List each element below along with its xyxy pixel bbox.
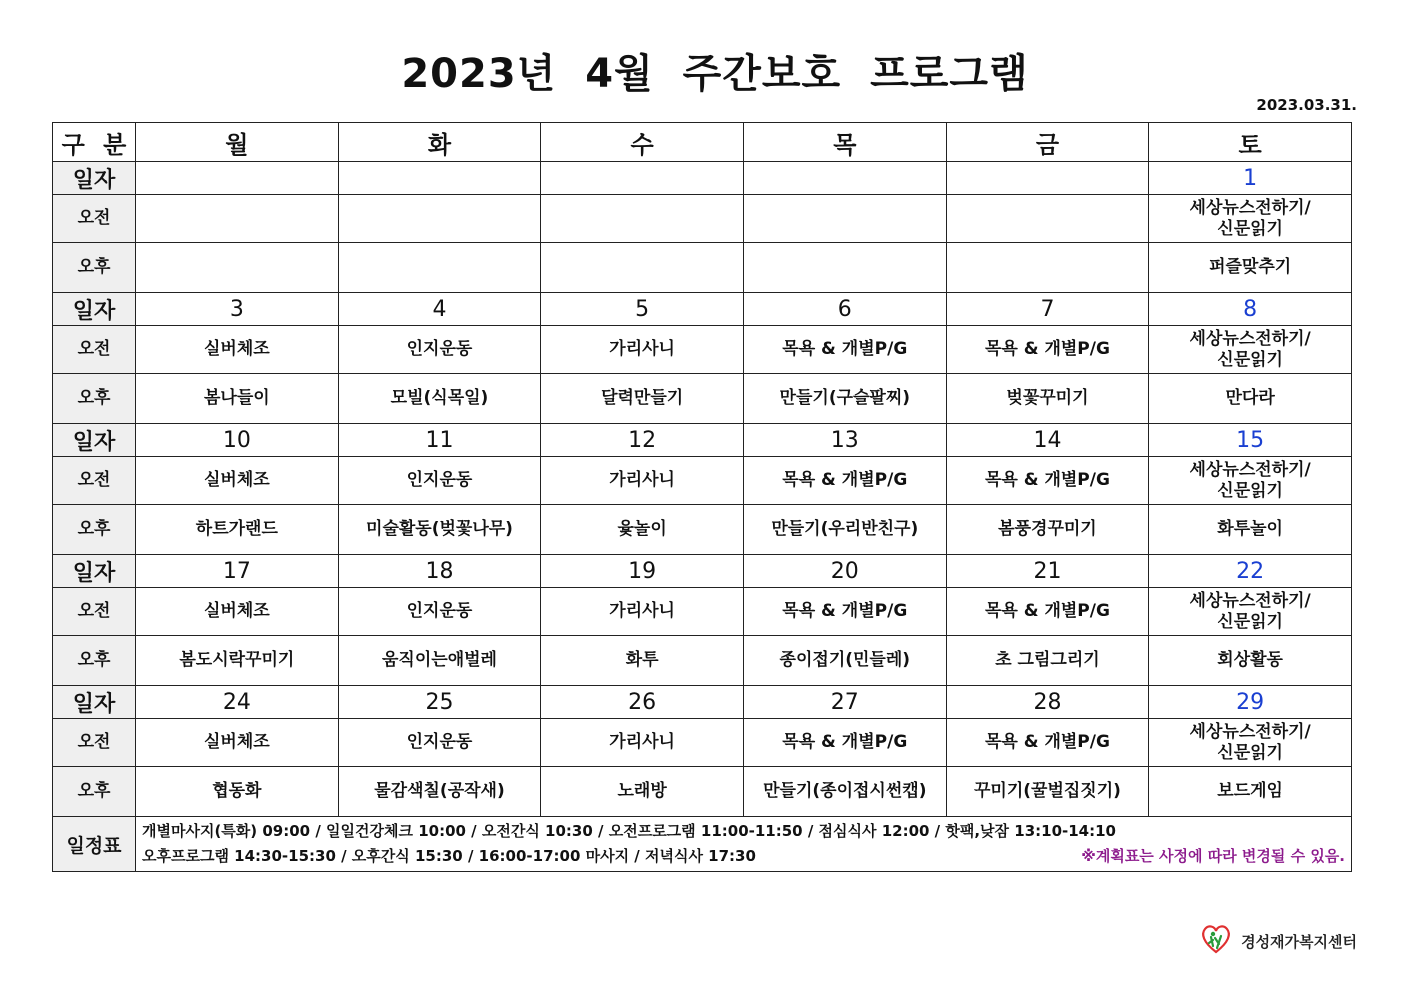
- pm-program-fri: 초 그림그리기: [946, 636, 1149, 686]
- am-program-wed: [541, 195, 744, 243]
- pm-program-mon: 봄나들이: [136, 374, 339, 424]
- date-cell-mon: 17: [136, 555, 339, 588]
- pm-program-fri: 벚꽃꾸미기: [946, 374, 1149, 424]
- date-cell-fri: 28: [946, 686, 1149, 719]
- center-name: 경성재가복지센터: [1241, 932, 1357, 951]
- am-program-thu: 목욕 & 개별P/G: [743, 457, 946, 505]
- date-cell-wed: 26: [541, 686, 744, 719]
- pm-program-thu: 만들기(종이접시썬캡): [743, 767, 946, 817]
- pm-program-fri: 꾸미기(꿀벌집짓기): [946, 767, 1149, 817]
- row-label-dates: 일자: [53, 293, 136, 326]
- date-cell-tue: 25: [338, 686, 541, 719]
- am-program-tue: 인지운동: [338, 719, 541, 767]
- date-cell-mon: 24: [136, 686, 339, 719]
- pm-program-sat: 만다라: [1149, 374, 1352, 424]
- date-cell-mon: [136, 162, 339, 195]
- heart-person-logo-icon: [1199, 922, 1233, 960]
- date-cell-fri: 7: [946, 293, 1149, 326]
- pm-program-tue: [338, 243, 541, 293]
- am-program-sat: 세상뉴스전하기/ 신문읽기: [1149, 719, 1352, 767]
- header-fri: 금: [946, 123, 1149, 162]
- am-program-mon: [136, 195, 339, 243]
- page-title: 2023년 4월 주간보호 프로그램: [401, 51, 1029, 97]
- am-program-mon: 실버체조: [136, 719, 339, 767]
- am-program-fri: 목욕 & 개별P/G: [946, 588, 1149, 636]
- pm-program-wed: 화투: [541, 636, 744, 686]
- change-notice: ※계획표는 사정에 따라 변경될 수 있음.: [1081, 847, 1345, 865]
- pm-program-tue: 모빌(식목일): [338, 374, 541, 424]
- week-5-pm-row: [53, 767, 1352, 817]
- am-program-tue: 인지운동: [338, 457, 541, 505]
- am-program-tue: 인지운동: [338, 326, 541, 374]
- schedule-row: [53, 817, 1352, 872]
- pm-program-tue: 미술활동(벚꽃나무): [338, 505, 541, 555]
- week-2-am-row: [53, 326, 1352, 374]
- am-program-fri: 목욕 & 개별P/G: [946, 457, 1149, 505]
- row-label-dates: 일자: [53, 162, 136, 195]
- pm-program-sat: 보드게임: [1149, 767, 1352, 817]
- issue-date: 2023.03.31.: [1256, 96, 1357, 114]
- am-program-wed: 가리사니: [541, 588, 744, 636]
- date-cell-fri: 21: [946, 555, 1149, 588]
- am-program-wed: 가리사니: [541, 457, 744, 505]
- week-5-dates-row: [53, 686, 1352, 719]
- week-4-am-row: [53, 588, 1352, 636]
- am-program-tue: 인지운동: [338, 588, 541, 636]
- date-cell-mon: 3: [136, 293, 339, 326]
- pm-program-wed: 달력만들기: [541, 374, 744, 424]
- pm-program-tue: 물감색칠(공작새): [338, 767, 541, 817]
- pm-program-thu: [743, 243, 946, 293]
- header-sat: 토: [1149, 123, 1352, 162]
- schedule-table: [52, 122, 1352, 872]
- pm-program-mon: 하트가랜드: [136, 505, 339, 555]
- row-label-am: 오전: [53, 588, 136, 636]
- date-cell-thu: [743, 162, 946, 195]
- date-cell-thu: 13: [743, 424, 946, 457]
- pm-program-wed: [541, 243, 744, 293]
- header-category: 구 분: [53, 123, 136, 162]
- date-cell-thu: 20: [743, 555, 946, 588]
- pm-program-wed: 윷놀이: [541, 505, 744, 555]
- row-label-dates: 일자: [53, 555, 136, 588]
- week-1-am-row: [53, 195, 1352, 243]
- am-program-sat: 세상뉴스전하기/ 신문읽기: [1149, 195, 1352, 243]
- am-program-fri: [946, 195, 1149, 243]
- date-cell-tue: 11: [338, 424, 541, 457]
- row-label-am: 오전: [53, 719, 136, 767]
- am-program-thu: 목욕 & 개별P/G: [743, 326, 946, 374]
- pm-program-mon: 봄도시락꾸미기: [136, 636, 339, 686]
- date-cell-thu: 6: [743, 293, 946, 326]
- center-logo: [1199, 922, 1357, 960]
- header-tue: 화: [338, 123, 541, 162]
- date-cell-tue: 18: [338, 555, 541, 588]
- week-2-pm-row: [53, 374, 1352, 424]
- pm-program-mon: [136, 243, 339, 293]
- am-program-mon: 실버체조: [136, 326, 339, 374]
- am-program-wed: 가리사니: [541, 719, 744, 767]
- row-label-am: 오전: [53, 195, 136, 243]
- row-label-pm: 오후: [53, 374, 136, 424]
- week-3-pm-row: [53, 505, 1352, 555]
- pm-program-mon: 협동화: [136, 767, 339, 817]
- pm-program-sat: 회상활동: [1149, 636, 1352, 686]
- date-cell-sat: 1: [1149, 162, 1352, 195]
- header-wed: 수: [541, 123, 744, 162]
- date-cell-tue: [338, 162, 541, 195]
- week-3-dates-row: [53, 424, 1352, 457]
- pm-program-fri: [946, 243, 1149, 293]
- week-5-am-row: [53, 719, 1352, 767]
- date-cell-sat: 29: [1149, 686, 1352, 719]
- am-program-thu: 목욕 & 개별P/G: [743, 719, 946, 767]
- date-cell-fri: 14: [946, 424, 1149, 457]
- pm-program-wed: 노래방: [541, 767, 744, 817]
- row-label-pm: 오후: [53, 636, 136, 686]
- row-label-dates: 일자: [53, 424, 136, 457]
- date-cell-mon: 10: [136, 424, 339, 457]
- am-program-sat: 세상뉴스전하기/ 신문읽기: [1149, 457, 1352, 505]
- pm-program-fri: 봄풍경꾸미기: [946, 505, 1149, 555]
- pm-program-thu: 만들기(구슬팔찌): [743, 374, 946, 424]
- week-2-dates-row: [53, 293, 1352, 326]
- week-4-pm-row: [53, 636, 1352, 686]
- week-1-dates-row: [53, 162, 1352, 195]
- header-row: [53, 123, 1352, 162]
- date-cell-sat: 22: [1149, 555, 1352, 588]
- row-label-pm: 오후: [53, 243, 136, 293]
- pm-program-sat: 화투놀이: [1149, 505, 1352, 555]
- am-program-sat: 세상뉴스전하기/ 신문읽기: [1149, 326, 1352, 374]
- week-4-dates-row: [53, 555, 1352, 588]
- date-cell-tue: 4: [338, 293, 541, 326]
- schedule-line-1: 개별마사지(특화) 09:00 / 일일건강체크 10:00 / 오전간식 10:30 / 오전프로그램 11:00-11:50 / 점심식사 12:00 / 핫팩,낮잠 13:10-14:10: [142, 822, 1116, 840]
- am-program-sat: 세상뉴스전하기/ 신문읽기: [1149, 588, 1352, 636]
- row-label-am: 오전: [53, 326, 136, 374]
- date-cell-fri: [946, 162, 1149, 195]
- pm-program-tue: 움직이는애벌레: [338, 636, 541, 686]
- date-cell-sat: 8: [1149, 293, 1352, 326]
- am-program-tue: [338, 195, 541, 243]
- am-program-thu: [743, 195, 946, 243]
- schedule-notes: [136, 817, 1352, 872]
- week-1-pm-row: [53, 243, 1352, 293]
- pm-program-sat: 퍼즐맞추기: [1149, 243, 1352, 293]
- row-label-pm: 오후: [53, 505, 136, 555]
- header-mon: 월: [136, 123, 339, 162]
- row-label-am: 오전: [53, 457, 136, 505]
- am-program-thu: 목욕 & 개별P/G: [743, 588, 946, 636]
- am-program-fri: 목욕 & 개별P/G: [946, 719, 1149, 767]
- am-program-mon: 실버체조: [136, 588, 339, 636]
- schedule-label: 일정표: [53, 817, 136, 872]
- am-program-wed: 가리사니: [541, 326, 744, 374]
- date-cell-wed: [541, 162, 744, 195]
- am-program-fri: 목욕 & 개별P/G: [946, 326, 1149, 374]
- week-3-am-row: [53, 457, 1352, 505]
- pm-program-thu: 만들기(우리반친구): [743, 505, 946, 555]
- date-cell-wed: 5: [541, 293, 744, 326]
- schedule-line-2-wrap: [142, 844, 1345, 869]
- pm-program-thu: 종이접기(민들레): [743, 636, 946, 686]
- schedule-line-2: 오후프로그램 14:30-15:30 / 오후간식 15:30 / 16:00-17:00 마사지 / 저녁식사 17:30: [142, 847, 756, 865]
- am-program-mon: 실버체조: [136, 457, 339, 505]
- header-thu: 목: [743, 123, 946, 162]
- row-label-pm: 오후: [53, 767, 136, 817]
- date-cell-sat: 15: [1149, 424, 1352, 457]
- row-label-dates: 일자: [53, 686, 136, 719]
- date-cell-thu: 27: [743, 686, 946, 719]
- date-cell-wed: 12: [541, 424, 744, 457]
- date-cell-wed: 19: [541, 555, 744, 588]
